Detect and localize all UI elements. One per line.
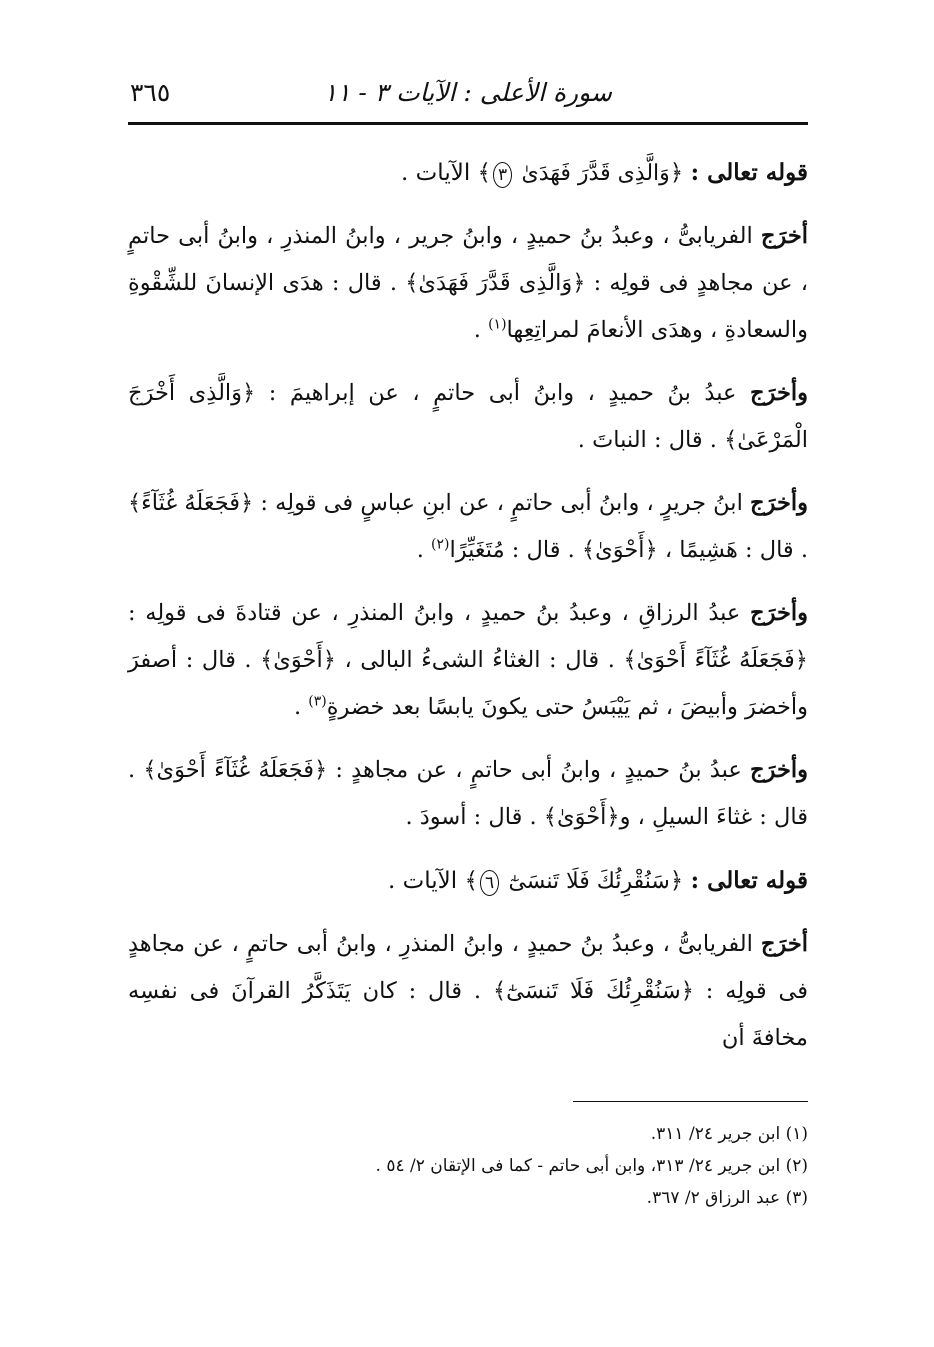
- narration-lead: أخرَج: [760, 223, 808, 249]
- narration-lead: وأخرَج: [750, 600, 809, 626]
- footnote-ref: (٢): [431, 536, 450, 553]
- narration-end: .: [416, 537, 431, 563]
- narration-lead: وأخرَج: [750, 490, 808, 516]
- narration-text: ابنُ جريرٍ ، وابنُ أبى حاتمٍ ، عن ابنِ عباسٍ فى قولِه : ﴿فَجَعَلَهُ غُثَآءً﴾ . قال : هَشِيمًا ، ﴿أَحْوَىٰ﴾ . قال : مُتَغَيِّرًا: [128, 490, 808, 563]
- verse-number-medallion: ٦: [480, 870, 499, 896]
- narration-lead: وأخرَج: [750, 757, 808, 783]
- footnote-ref: (١): [488, 316, 507, 333]
- narration-end: .: [473, 317, 489, 343]
- footnote: (٢) ابن جرير ٢٤/ ٣١٣، وابن أبى حاتم - كما فى الإتقان ٢/ ٥٤ .: [375, 1156, 808, 1176]
- footnote-ref: (٣): [308, 693, 327, 710]
- narration-paragraph: [128, 370, 808, 464]
- quran-bracket-close: ﴾: [464, 868, 478, 894]
- verse-heading-lead: قوله تعالى :: [690, 159, 808, 186]
- footnote: (٣) عبد الرزاق ٢/ ٣٦٧.: [646, 1188, 808, 1208]
- page-header: [128, 78, 808, 122]
- verse-heading-tail: الآيات .: [401, 160, 471, 186]
- verse-heading-1: [128, 149, 808, 197]
- quran-bracket-open: ﴿: [669, 160, 684, 186]
- footnote: (١) ابن جرير ٢٤/ ٣١١.: [650, 1124, 808, 1144]
- narration-paragraph: [128, 590, 808, 731]
- narration-text: عبدُ بنُ حميدٍ ، وابنُ أبى حاتمٍ ، عن إبراهيمَ : ﴿وَالَّذِى أَخْرَجَ الْمَرْعَىٰ﴾ . قال : النباتَ .: [128, 380, 808, 453]
- footnotes: [128, 1118, 808, 1214]
- narration-paragraph: [128, 213, 808, 354]
- verse-heading-lead: قوله تعالى :: [690, 867, 808, 894]
- verse-heading-2: [128, 857, 808, 905]
- verse-number-medallion: ٣: [493, 162, 512, 188]
- narration-text: عبدُ بنُ حميدٍ ، وابنُ أبى حاتمٍ ، عن مجاهدٍ : ﴿فَجَعَلَهُ غُثَآءً أَحْوَىٰ﴾ . قال : غثاءَ السيلِ ، و﴿أَحْوَىٰ﴾ . قال : أسودَ .: [128, 757, 808, 830]
- quran-verse: وَالَّذِى قَدَّرَ فَهَدَىٰ: [521, 161, 670, 186]
- narration-paragraph: [128, 747, 808, 841]
- page-body: [128, 149, 808, 1062]
- narration-paragraph: [128, 921, 808, 1062]
- verse-heading-tail: الآيات .: [387, 868, 458, 894]
- narration-end: .: [293, 694, 309, 720]
- quran-bracket-close: ﴾: [477, 160, 492, 186]
- narration-text: الفريابىُّ ، وعبدُ بنُ حميدٍ ، وابنُ جرير ، وابنُ المنذرِ ، وابنُ أبى حاتمٍ ، عن مجاهدٍ فى قولِه : ﴿وَالَّذِى قَدَّرَ فَهَدَىٰ﴾ . قال : هدَى الإنسانَ للشِّقْوةِ والسعادةِ ، وهدَى الأنعامَ لمراتِعِها: [128, 223, 808, 343]
- narration-text: الفريابىُّ ، وعبدُ بنُ حميدٍ ، وابنُ المنذرِ ، وابنُ أبى حاتمٍ ، عن مجاهدٍ فى قولِه : ﴿سَنُقْرِئُكَ فَلَا تَنسَىٰٓ﴾ . قال : كان يَتَذَكَّرُ القرآنَ فى نفسِه مخافةَ أن: [128, 931, 808, 1051]
- narration-lead: أخرَج: [760, 931, 808, 957]
- narration-text: عبدُ الرزاقِ ، وعبدُ بنُ حميدٍ ، وابنُ المنذرِ ، عن قتادةَ فى قولِه : ﴿فَجَعَلَهُ غُثَآءً أَحْوَىٰ﴾ . قال : الغثاءُ الشىءُ البالى ، ﴿أَحْوَىٰ﴾ . قال : أصفرَ وأخضرَ وأبيضَ ، ثم يَيْبَسُ حتى يكونَ يابسًا بعد خضرةٍ: [128, 600, 808, 720]
- narration-lead: وأخرَج: [750, 380, 808, 406]
- quran-bracket-open: ﴿: [669, 868, 684, 894]
- book-page: [128, 78, 809, 1208]
- running-title: سورة الأعلى : الآيات ٣ - ١١: [323, 78, 612, 107]
- quran-verse: سَنُقْرِئُكَ فَلَا تَنسَىٰٓ: [508, 869, 670, 894]
- page-number: ٣٦٥: [130, 78, 171, 107]
- narration-paragraph: [128, 480, 808, 574]
- header-rule: [128, 122, 808, 125]
- footnote-rule: [573, 1101, 808, 1102]
